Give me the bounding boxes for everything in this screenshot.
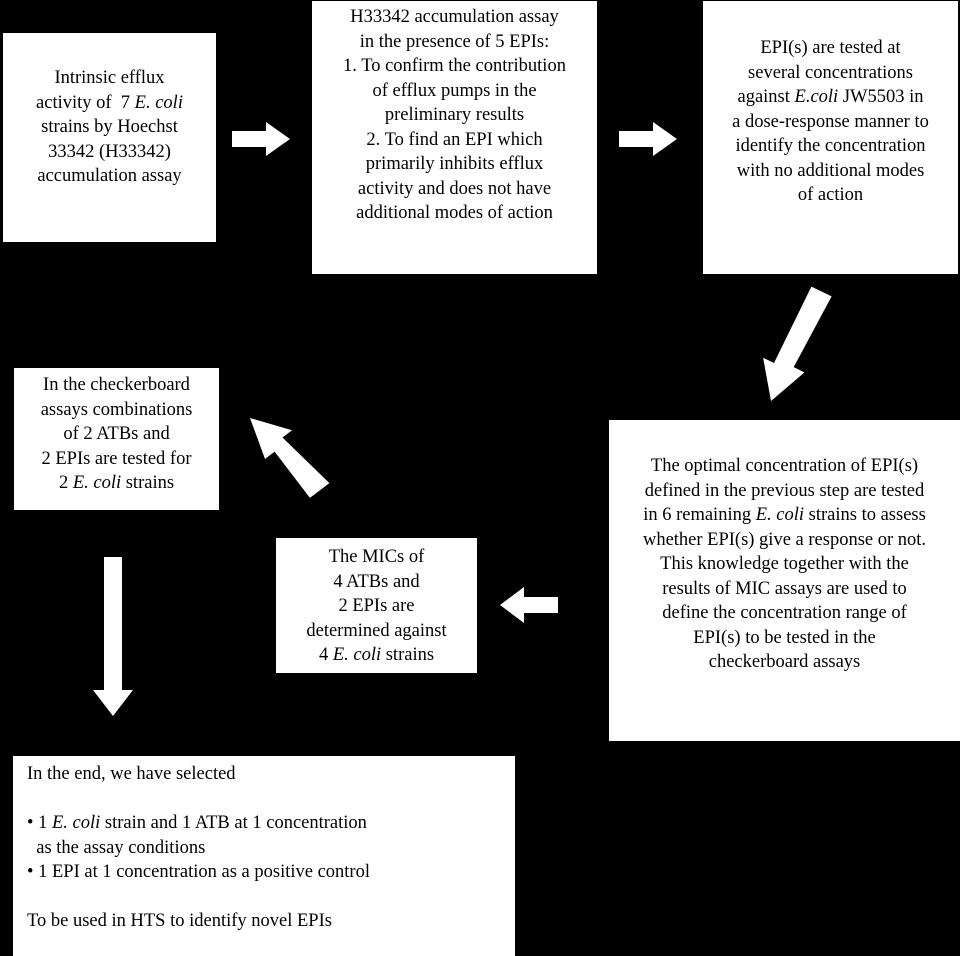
final-outro-text: To be used in HTS to identify novel EPIs (27, 911, 332, 931)
box5-text-line: 2 EPIs are (338, 596, 415, 616)
box1-text-line: strains by Hoechst (41, 117, 178, 137)
box2-text-line: preliminary results (384, 105, 525, 125)
box2-text-line: of efflux pumps in the (372, 80, 537, 101)
box5-text-line: The MICs of (328, 547, 425, 567)
box6-text-line: assays combinations (40, 399, 193, 420)
box2-text-line: H33342 accumulation assay (350, 7, 559, 27)
arrow-box2-to-box3 (619, 122, 677, 156)
box2-text-line: additional modes of action (356, 203, 553, 223)
box4-text-line: whether EPI(s) give a response or not. (642, 529, 927, 550)
box6-text-line: 2 EPIs are tested for (41, 448, 192, 469)
bullet-strain-atb-continued: as the assay conditions (27, 837, 206, 858)
arrow-box3-to-box4 (763, 287, 832, 401)
box2-text-line: primarily inhibits efflux (365, 154, 544, 174)
box6-text-line: 2 E. coli strains (58, 473, 175, 493)
box4-text-line: results of MIC assays are used to (662, 578, 907, 599)
box4-text-line: define the concentration range of (662, 603, 907, 623)
box2-text-line: 1. To confirm the contribution (343, 56, 566, 76)
box2-text-line: 2. To find an EPI which (366, 129, 543, 150)
arrow-box6-to-box7 (93, 557, 133, 716)
box6-text-line: of 2 ATBs and (63, 424, 170, 444)
box5-text-line: 4 E. coli strains (318, 645, 435, 665)
box5-text-line: 4 ATBs and (333, 571, 420, 592)
box4-text-line: This knowledge together with the (660, 554, 909, 574)
bullet-strain-atb: • 1 E. coli strain and 1 ATB at 1 concentration (27, 813, 367, 833)
final-intro-text: In the end, we have selected (27, 764, 236, 784)
box1-text-line: accumulation assay (37, 166, 182, 186)
box3-text-line: identify the concentration (735, 136, 926, 156)
arrow-box1-to-box2 (232, 122, 290, 156)
box2-text-line: activity and does not have (357, 178, 552, 199)
box3-text-line: a dose-response manner to (732, 111, 929, 132)
box1-text-line: 33342 (H33342) (48, 141, 171, 162)
box3-text-line: with no additional modes (736, 160, 925, 181)
box1-text-line: Intrinsic efflux (54, 68, 165, 88)
arrow-box4-to-box5 (500, 587, 558, 623)
arrow-box5-to-box6 (250, 418, 329, 498)
box4-text-line: The optimal concentration of EPI(s) (650, 456, 919, 476)
box3-text-line: of action (797, 185, 864, 205)
box4-text-line: checkerboard assays (708, 652, 861, 672)
box4-text-line: in 6 remaining E. coli strains to assess (643, 505, 926, 525)
bullet-positive-control: • 1 EPI at 1 concentration as a positive control (27, 862, 370, 882)
box6-text-line: In the checkerboard (43, 375, 190, 395)
box3-text-line: EPI(s) are tested at (760, 38, 901, 58)
box1-text-line: activity of 7 E. coli (36, 92, 183, 113)
box5-text-line: determined against (306, 620, 447, 641)
box2-text-line: in the presence of 5 EPIs: (359, 31, 550, 52)
box4-text-line: defined in the previous step are tested (644, 480, 925, 501)
box4-text-line: EPI(s) to be tested in the (693, 627, 876, 648)
box3-text-line: against E.coli JW5503 in (737, 87, 924, 107)
box3-text-line: several concentrations (748, 62, 913, 83)
